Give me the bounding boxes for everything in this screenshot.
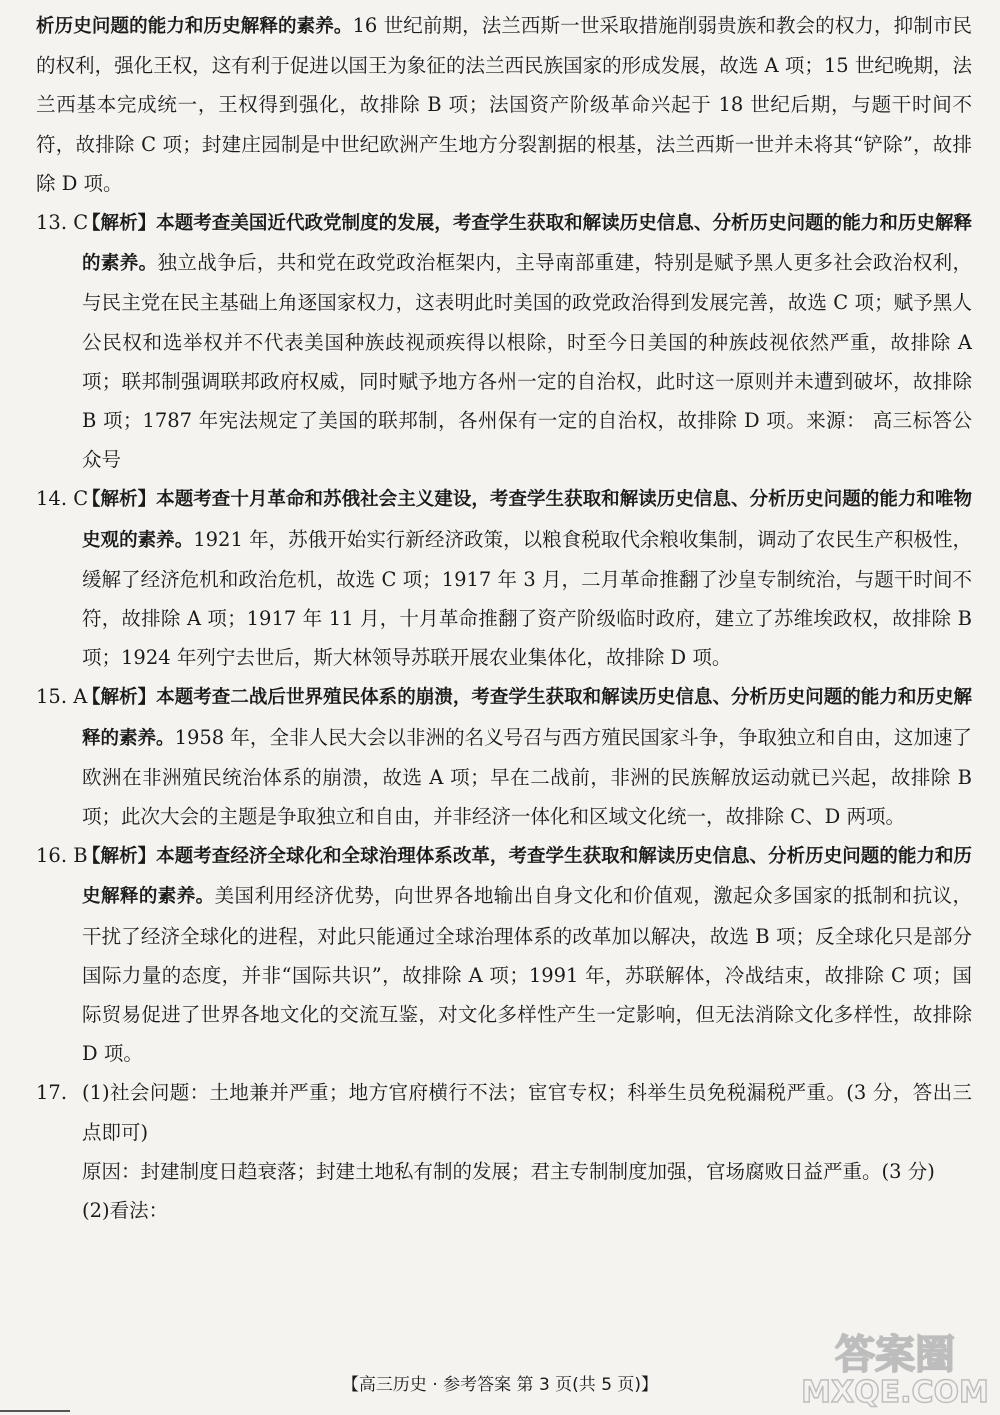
item-number: 15. A [36, 685, 88, 709]
q17-line1: (1)社会问题：土地兼并严重；地方官府横行不法；宦官专权；科举生员免税漏税严重。(3 分，答出三点即可) [82, 1081, 972, 1144]
answer-text [36, 6, 972, 1230]
item-text: 1958 年，全非人民大会以非洲的名义号召与西方殖民国家斗争，争取独立和自由，这加速了欧洲在非洲殖民统治体系的崩溃，故选 A 项；早在二战前，非洲的民族解放运动就已兴起，故排除 B 项；此次大会的主题是争取独立和自由，并非经济一体化和区域文化统一，故排除 C、D 两项。 [82, 725, 972, 829]
answer-item-13 [36, 203, 972, 479]
bottom-divider [0, 1410, 70, 1412]
watermark-top: 答案圈 [835, 1332, 955, 1378]
q17-part2: (2)看法： [82, 1199, 169, 1223]
item-number: 16. B [36, 844, 88, 868]
item-bold-lead: 【解析】本题考查二战后世界殖民体系的崩溃，考查学生获取和解读历史信息、分析历史问题的能力和历史解释的素养。 [82, 687, 972, 749]
answer-item-14 [36, 479, 972, 677]
answer-item-17 [36, 1073, 972, 1151]
intro-text: 16 世纪前期，法兰西斯一世采取措施削弱贵族和教会的权力，抑制市民的权利，强化王权，这有利于促进以国王为象征的法兰西民族国家的形成发展，故选 A 项；15 世纪晚期，法兰西基本完成统一，王权得到强化，故排除 B 项；法国资产阶级革命兴起于 18 世纪后期，与题干时间不符，故排除 C 项；封建庄园制是中世纪欧洲产生地方分裂割据的根基，法兰西斯一世并未将其“铲除”，故排除 D 项。 [36, 14, 972, 195]
intro-bold-lead: 析历史问题的能力和历史解释的素养。 [36, 16, 353, 37]
item-text: 美国利用经济优势，向世界各地输出自身文化和价值观，激起众多国家的抵制和抗议，干扰了经济全球化的进程，对此只能通过全球治理体系的改革加以解决，故选 B 项；反全球化只是部分国际力量的态度，并非“国际共识”，故排除 A 项；1991 年，苏联解体，冷战结束，故排除 C 项；国际贸易促进了世界各地文化的交流互鉴，对文化多样性产生一定影响，但无法消除文化多样性，故排除 D 项。 [82, 884, 972, 1066]
watermark-logo-icon [800, 1320, 990, 1410]
item-text: 独立战争后，共和党在政党政治框架内，主导南部重建，特别是赋予黑人更多社会政治权利，与民主党在民主基础上角逐国家权力，这表明此时美国的政党政治得到发展完善，故选 C 项；赋予黑人公民权和选举权并不代表美国种族歧视顽疾得以根除，时至今日美国的种族歧视依然严重，故排除 A 项；联邦制强调联邦政府权威，同时赋予地方各州一定的自治权，此时这一原则并未遭到破坏，故排除 B 项；1787 年宪法规定了美国的联邦制，各州保有一定的自治权，故排除 D 项。来源： 高三标答公众号 [82, 251, 972, 472]
answer-item-16 [36, 836, 972, 1073]
item-bold-lead: 【解析】本题考查十月革命和苏俄社会主义建设，考查学生获取和解读历史信息、分析历史问题的能力和唯物史观的素养。 [82, 489, 972, 551]
item-bold-lead: 【解析】本题考查美国近代政党制度的发展，考查学生获取和解读历史信息、分析历史问题的能力和历史解释的素养。 [82, 213, 972, 275]
intro-paragraph [36, 6, 972, 203]
item-bold-lead: 【解析】本题考查经济全球化和全球治理体系改革，考查学生获取和解读历史信息、分析历史问题的能力和历史解释的素养。 [82, 846, 972, 908]
answer-item-15 [36, 677, 972, 836]
item-number: 14. C [36, 487, 89, 511]
q17-reason: 原因：封建制度日趋衰落；封建土地私有制的发展；君主专制制度加强，官场腐败日益严重。(3 分) [82, 1159, 935, 1183]
watermark-bottom: MXQE.COM [801, 1375, 989, 1410]
item-number: 17. [36, 1081, 68, 1105]
page-footer: 【高三历史 · 参考答案 第 3 页(共 5 页)】 [341, 1375, 659, 1395]
item-text: 1921 年，苏俄开始实行新经济政策，以粮食税取代余粮收集制，调动了农民生产积极性，缓解了经济危机和政治危机，故选 C 项；1917 年 3 月，二月革命推翻了沙皇专制统治，与题干时间不符，故排除 A 项；1917 年 11 月，十月革命推翻了资产阶级临时政府，建立了苏维埃政权，故排除 B 项；1924 年列宁去世后，斯大林领导苏联开展农业集体化，故排除 D 项。 [82, 527, 972, 670]
item-number: 13. C [36, 211, 89, 235]
